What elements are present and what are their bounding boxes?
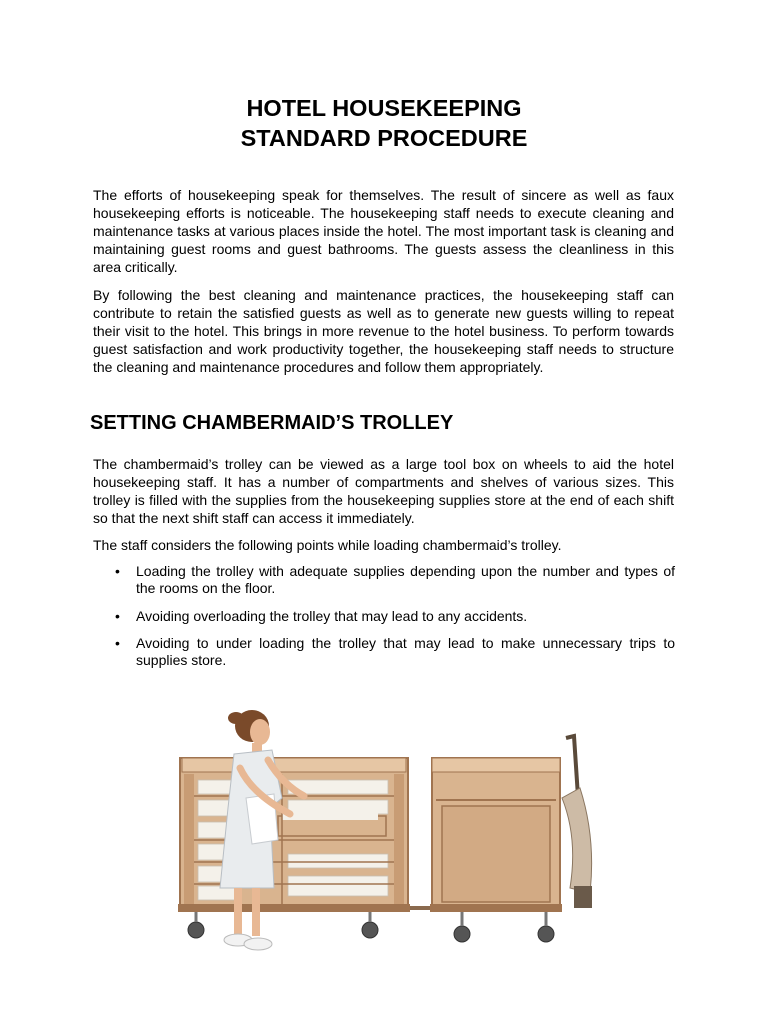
intro-paragraph-1: The efforts of housekeeping speak for themselves. The result of sincere as well as faux housekeeping efforts is noticeable. The housekeeping staff needs to execute cleaning and maintenance tasks at various places inside the hotel. The most important task is cleaning and maintaining guest rooms and guest bathrooms. The guests assess the cleanliness in this area critically. <box>93 187 674 275</box>
section-paragraph-2: The staff considers the following points while loading chambermaid’s trolley. <box>93 537 562 553</box>
section-heading: SETTING CHAMBERMAID’S TROLLEY <box>90 412 454 434</box>
bullet-text: Avoiding to under loading the trolley that may lead to make unnecessary trips to supplies store. <box>136 635 675 668</box>
cabinet-trolley <box>430 758 562 942</box>
bullet-text: Avoiding overloading the trolley that may lead to any accidents. <box>136 608 528 624</box>
main-trolley <box>178 758 410 938</box>
title-line-1: HOTEL HOUSEKEEPING <box>246 95 522 121</box>
vacuum-cleaner <box>562 736 592 908</box>
section-paragraph-1: The chambermaid’s trolley can be viewed as a large tool box on wheels to aid the hotel housekeeping staff. It has a number of compartments and shelves of various sizes. This trolley is filled with the supplies from the housekeeping supplies store at the end of each shift so that the next shift staff can access it immediately. <box>93 456 674 526</box>
bullet-list <box>115 563 675 669</box>
bullet-item <box>115 608 675 625</box>
bullet-item <box>115 635 675 669</box>
intro-paragraph-2: By following the best cleaning and maintenance practices, the housekeeping staff can contribute to retain the satisfied guests as well as to generate new guests willing to repeat their visit to the hotel. This brings in more revenue to the hotel business. To perform towards guest satisfaction and work productivity together, the housekeeping staff needs to structure the cleaning and maintenance procedures and follow them appropriately. <box>93 287 674 375</box>
document-title <box>0 93 768 153</box>
bullet-icon: • <box>115 635 120 651</box>
bullet-icon: • <box>115 563 120 579</box>
bullet-icon: • <box>115 608 120 624</box>
title-line-2: STANDARD PROCEDURE <box>240 125 528 151</box>
bullet-item <box>115 563 675 597</box>
chambermaid-trolley-illustration <box>170 688 610 978</box>
bullet-text: Loading the trolley with adequate supplies depending upon the number and types of the rooms on the floor. <box>136 563 675 596</box>
